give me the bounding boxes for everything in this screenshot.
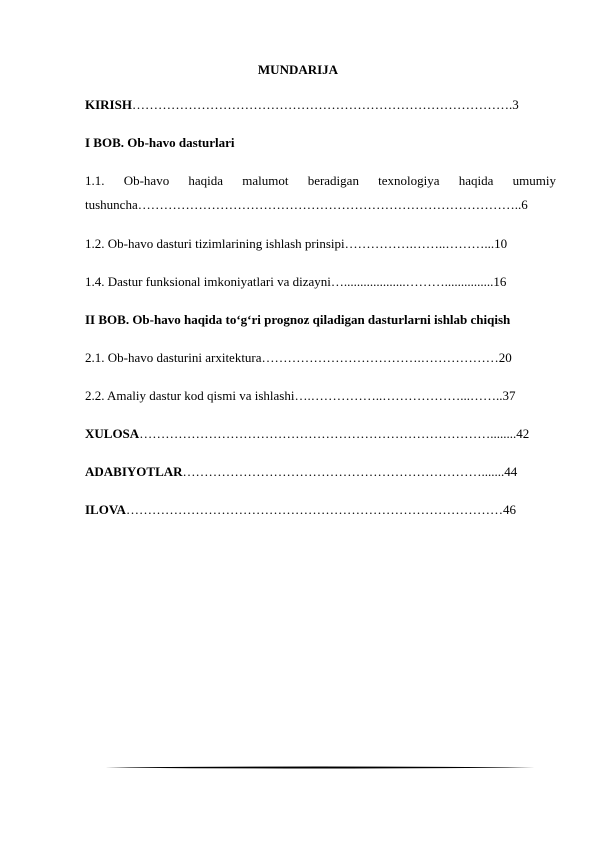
toc-page-number: 3 — [512, 97, 519, 112]
toc-word: haqida — [458, 173, 494, 188]
toc-entry-adabiyotlar — [85, 464, 556, 480]
toc-entry-line2 — [85, 197, 556, 213]
toc-leader: …………………………………………………………………………… — [125, 502, 503, 517]
toc-page-number: 42 — [516, 426, 530, 441]
toc-page-number: 16 — [493, 274, 507, 289]
footer-decorative-rule — [105, 766, 535, 769]
toc-entry-xulosa — [85, 426, 556, 442]
toc-leader: ……………………………………………………………………………. — [131, 97, 513, 112]
toc-page-number: 10 — [494, 236, 508, 251]
toc-entry-ilova — [85, 502, 556, 518]
toc-leader: ….……………..………………...…….. — [294, 388, 503, 403]
toc-leader: …...................………............... — [330, 274, 494, 289]
toc-word: texnologiya — [378, 173, 440, 188]
toc-entry-label: 2.1. Ob-havo dasturini arxitektura — [85, 350, 262, 365]
toc-page-number: 6 — [521, 197, 528, 212]
toc-entry-label: tushuncha — [85, 197, 138, 212]
toc-entry-label: XULOSA — [85, 426, 140, 441]
toc-title: MUNDARIJA — [257, 62, 339, 77]
toc-word: haqida — [188, 173, 224, 188]
toc-entry-1-1 — [85, 173, 556, 213]
toc-entry-kirish — [85, 97, 556, 113]
toc-word: umumiy — [512, 173, 556, 188]
toc-entry-1-2 — [85, 236, 556, 252]
toc-entry-label: 1.2. Ob-havo dasturi tizimlarining ishlash prinsipi — [85, 236, 345, 251]
toc-page-number: 20 — [498, 350, 512, 365]
toc-word: Ob-havo — [123, 173, 170, 188]
toc-leader: …………….……..………... — [344, 236, 495, 251]
toc-entry-label: 2.2. Amaliy dastur kod qismi va ishlashi — [85, 388, 295, 403]
toc-entry-1-4 — [85, 274, 556, 290]
toc-page-number: 37 — [502, 388, 516, 403]
toc-entry-line1 — [85, 173, 556, 189]
toc-entry-label: 1.4. Dastur funksional imkoniyatlari va dizayni — [85, 274, 331, 289]
toc-page-number: 44 — [504, 464, 518, 479]
toc-leader: ……………………………….……………… — [261, 350, 499, 365]
toc-chapter-2-heading: II BOB. Ob-havo haqida to‘g‘ri prognoz qiladigan dasturlarni ishlab chiqish — [85, 312, 511, 327]
toc-entry-2-1 — [85, 350, 556, 366]
toc-leader: ……………………………………………………………....... — [182, 464, 505, 479]
toc-word: malumot — [242, 173, 289, 188]
toc-page-number: 46 — [502, 502, 516, 517]
toc-entry-label: ADABIYOTLAR — [85, 464, 183, 479]
toc-word: 1.1. — [85, 173, 105, 188]
toc-chapter-1-heading: I BOB. Ob-havo dasturlari — [85, 135, 235, 150]
toc-entry-label: ILOVA — [85, 502, 126, 517]
toc-word: beradigan — [307, 173, 359, 188]
toc-entry-2-2 — [85, 388, 556, 404]
toc-entry-label: KIRISH — [85, 97, 132, 112]
toc-leader: …………………………………………………………………………….. — [137, 197, 522, 212]
toc-leader: ………………………………………………………………………........ — [139, 426, 517, 441]
